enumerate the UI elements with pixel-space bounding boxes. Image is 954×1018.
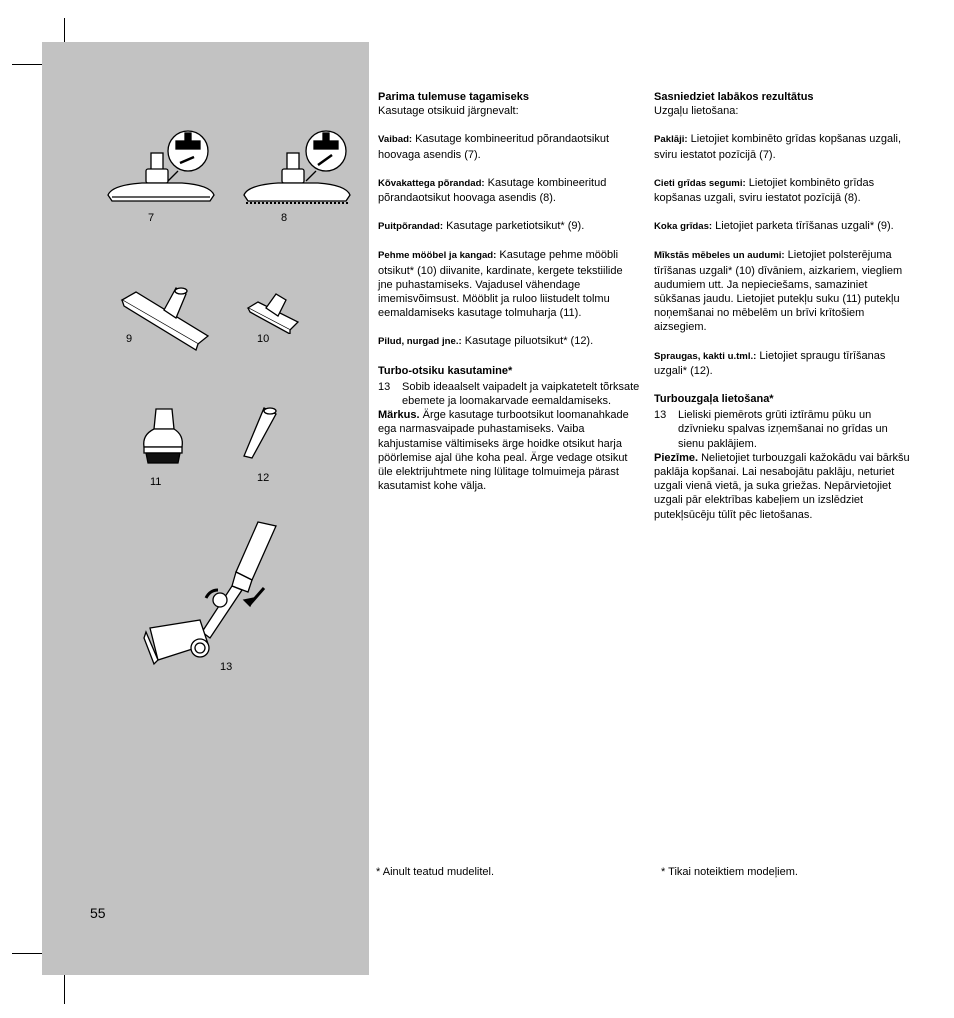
instruction-item: Mīkstās mēbeles un audumi: Lietojiet polsterējuma tīrīšanas uzgali* (10) dīvāniem, aizkariem, viegliem audumiem utt. Ja nepieciešams, samaziniet sūkšanas jaudu. Lietojiet putekļu suku (11) putekļu noņemšanai no mēbelēm un brīvi krītošiem aizsegiem. — [654, 249, 903, 334]
parquet-nozzle-illustration — [118, 280, 214, 352]
step-text: Sobib ideaalselt vaipadelt ja vaipkatetelt tõrksate ebemete ja loomakarvade eemaldamiseks. — [402, 380, 640, 408]
note-text: Piezīme. Nelietojiet turbouzgali kažokādu vai bārkšu paklāja kopšanai. Lai nesabojātu paklāju, neturiet uzgali vienā vietā, ja suka griežas. Nepārvietojiet uzgali pār elektrības kabeļiem un izslēdziet putekļsūcēju tūlīt pēc lietošanas. — [654, 451, 910, 521]
instruction-item: Kõvakattega põrandad: Kasutage kombineeritud põrandaotsikut hoovaga asendis (8). — [378, 176, 607, 205]
nozzle-carpet-illustration — [102, 125, 222, 210]
figure-label: 7 — [148, 212, 155, 224]
footnote: * Tikai noteiktiem modeļiem. — [661, 866, 798, 878]
figure-label: 12 — [257, 472, 270, 484]
step-number: 13 — [654, 409, 667, 422]
figure-label: 10 — [257, 333, 270, 345]
intro-text: Kasutage otsikuid järgnevalt: — [378, 105, 519, 118]
instruction-item: Puitpõrandad: Kasutage parketiotsikut* (9). — [378, 220, 585, 233]
instruction-item: Paklāji: Lietojiet kombinēto grīdas kopšanas uzgali, sviru iestatot pozīcijā (7). — [654, 133, 902, 161]
instruction-item: Pehme mööbel ja kangad: Kasutage pehme mööbli otsikut* (10) diivanite, kardinate, kergete tekstiilide jne puhastamiseks. Vajadusel vähendage imemisvõimsust. Mööblit ja ruloo liistudelt tolmu eemaldamiseks kasutage tolmuharja (11). — [378, 249, 623, 320]
section-heading: Sasniedziet labākos rezultātus — [654, 91, 814, 103]
instruction-item: Pilud, nurgad jne.: Kasutage piluotsikut* (12). — [378, 335, 594, 348]
step-item — [378, 380, 640, 408]
figure-label: 9 — [126, 333, 133, 345]
step-item — [654, 408, 916, 451]
footnote: * Ainult teatud mudelitel. — [376, 866, 495, 878]
section-heading: Turbouzgaļa lietošana* — [654, 393, 774, 406]
nozzle-hard-floor-illustration — [238, 125, 363, 210]
step-text: Lieliski piemērots grūti iztīrāmu pūku un dzīvnieku spalvas izņemšanai no grīdas un sienu paklājiem. — [678, 409, 888, 450]
section-heading: Turbo-otsiku kasutamine* — [378, 364, 513, 377]
dusting-brush-illustration — [138, 405, 188, 469]
figure-label: 13 — [220, 661, 233, 673]
turbo-nozzle-illustration — [140, 520, 280, 680]
step-number: 13 — [378, 380, 391, 393]
instruction-item: Spraugas, kakti u.tml.: Lietojiet spraugu tīrīšanas uzgali* (12). — [654, 349, 886, 377]
figure-label: 8 — [281, 212, 288, 224]
page-number: 55 — [90, 905, 106, 921]
estonian-column — [378, 90, 640, 493]
instruction-item: Vaibad: Kasutage kombineeritud põrandaotsikut hoovaga asendis (7). — [378, 133, 610, 161]
instruction-item: Koka grīdas: Lietojiet parketa tīrīšanas uzgali* (9). — [654, 220, 894, 233]
section-heading: Parima tulemuse tagamiseks — [378, 91, 530, 103]
note-text: Märkus. Ärge kasutage turbootsikut loomanahkade ega narmasvaipade puhastamiseks. Vaiba kahjustamise vältimiseks ärge hoidke otsikut harja pöörlemise ajal ühe koha peal. Ärge vedage otsikut üle elektrijuhtmete ning lülitage tolmuimeja pärast kasutamist kohe välja. — [378, 409, 629, 493]
crevice-nozzle-illustration — [236, 406, 280, 462]
figure-label: 11 — [150, 476, 162, 488]
instruction-item: Cieti grīdas segumi: Lietojiet kombinēto grīdas kopšanas uzgali, sviru iestatot pozīcijā (8). — [654, 176, 875, 205]
intro-text: Uzgaļu lietošana: — [654, 105, 739, 118]
upholstery-nozzle-illustration — [246, 290, 302, 334]
latvian-column — [654, 90, 916, 522]
